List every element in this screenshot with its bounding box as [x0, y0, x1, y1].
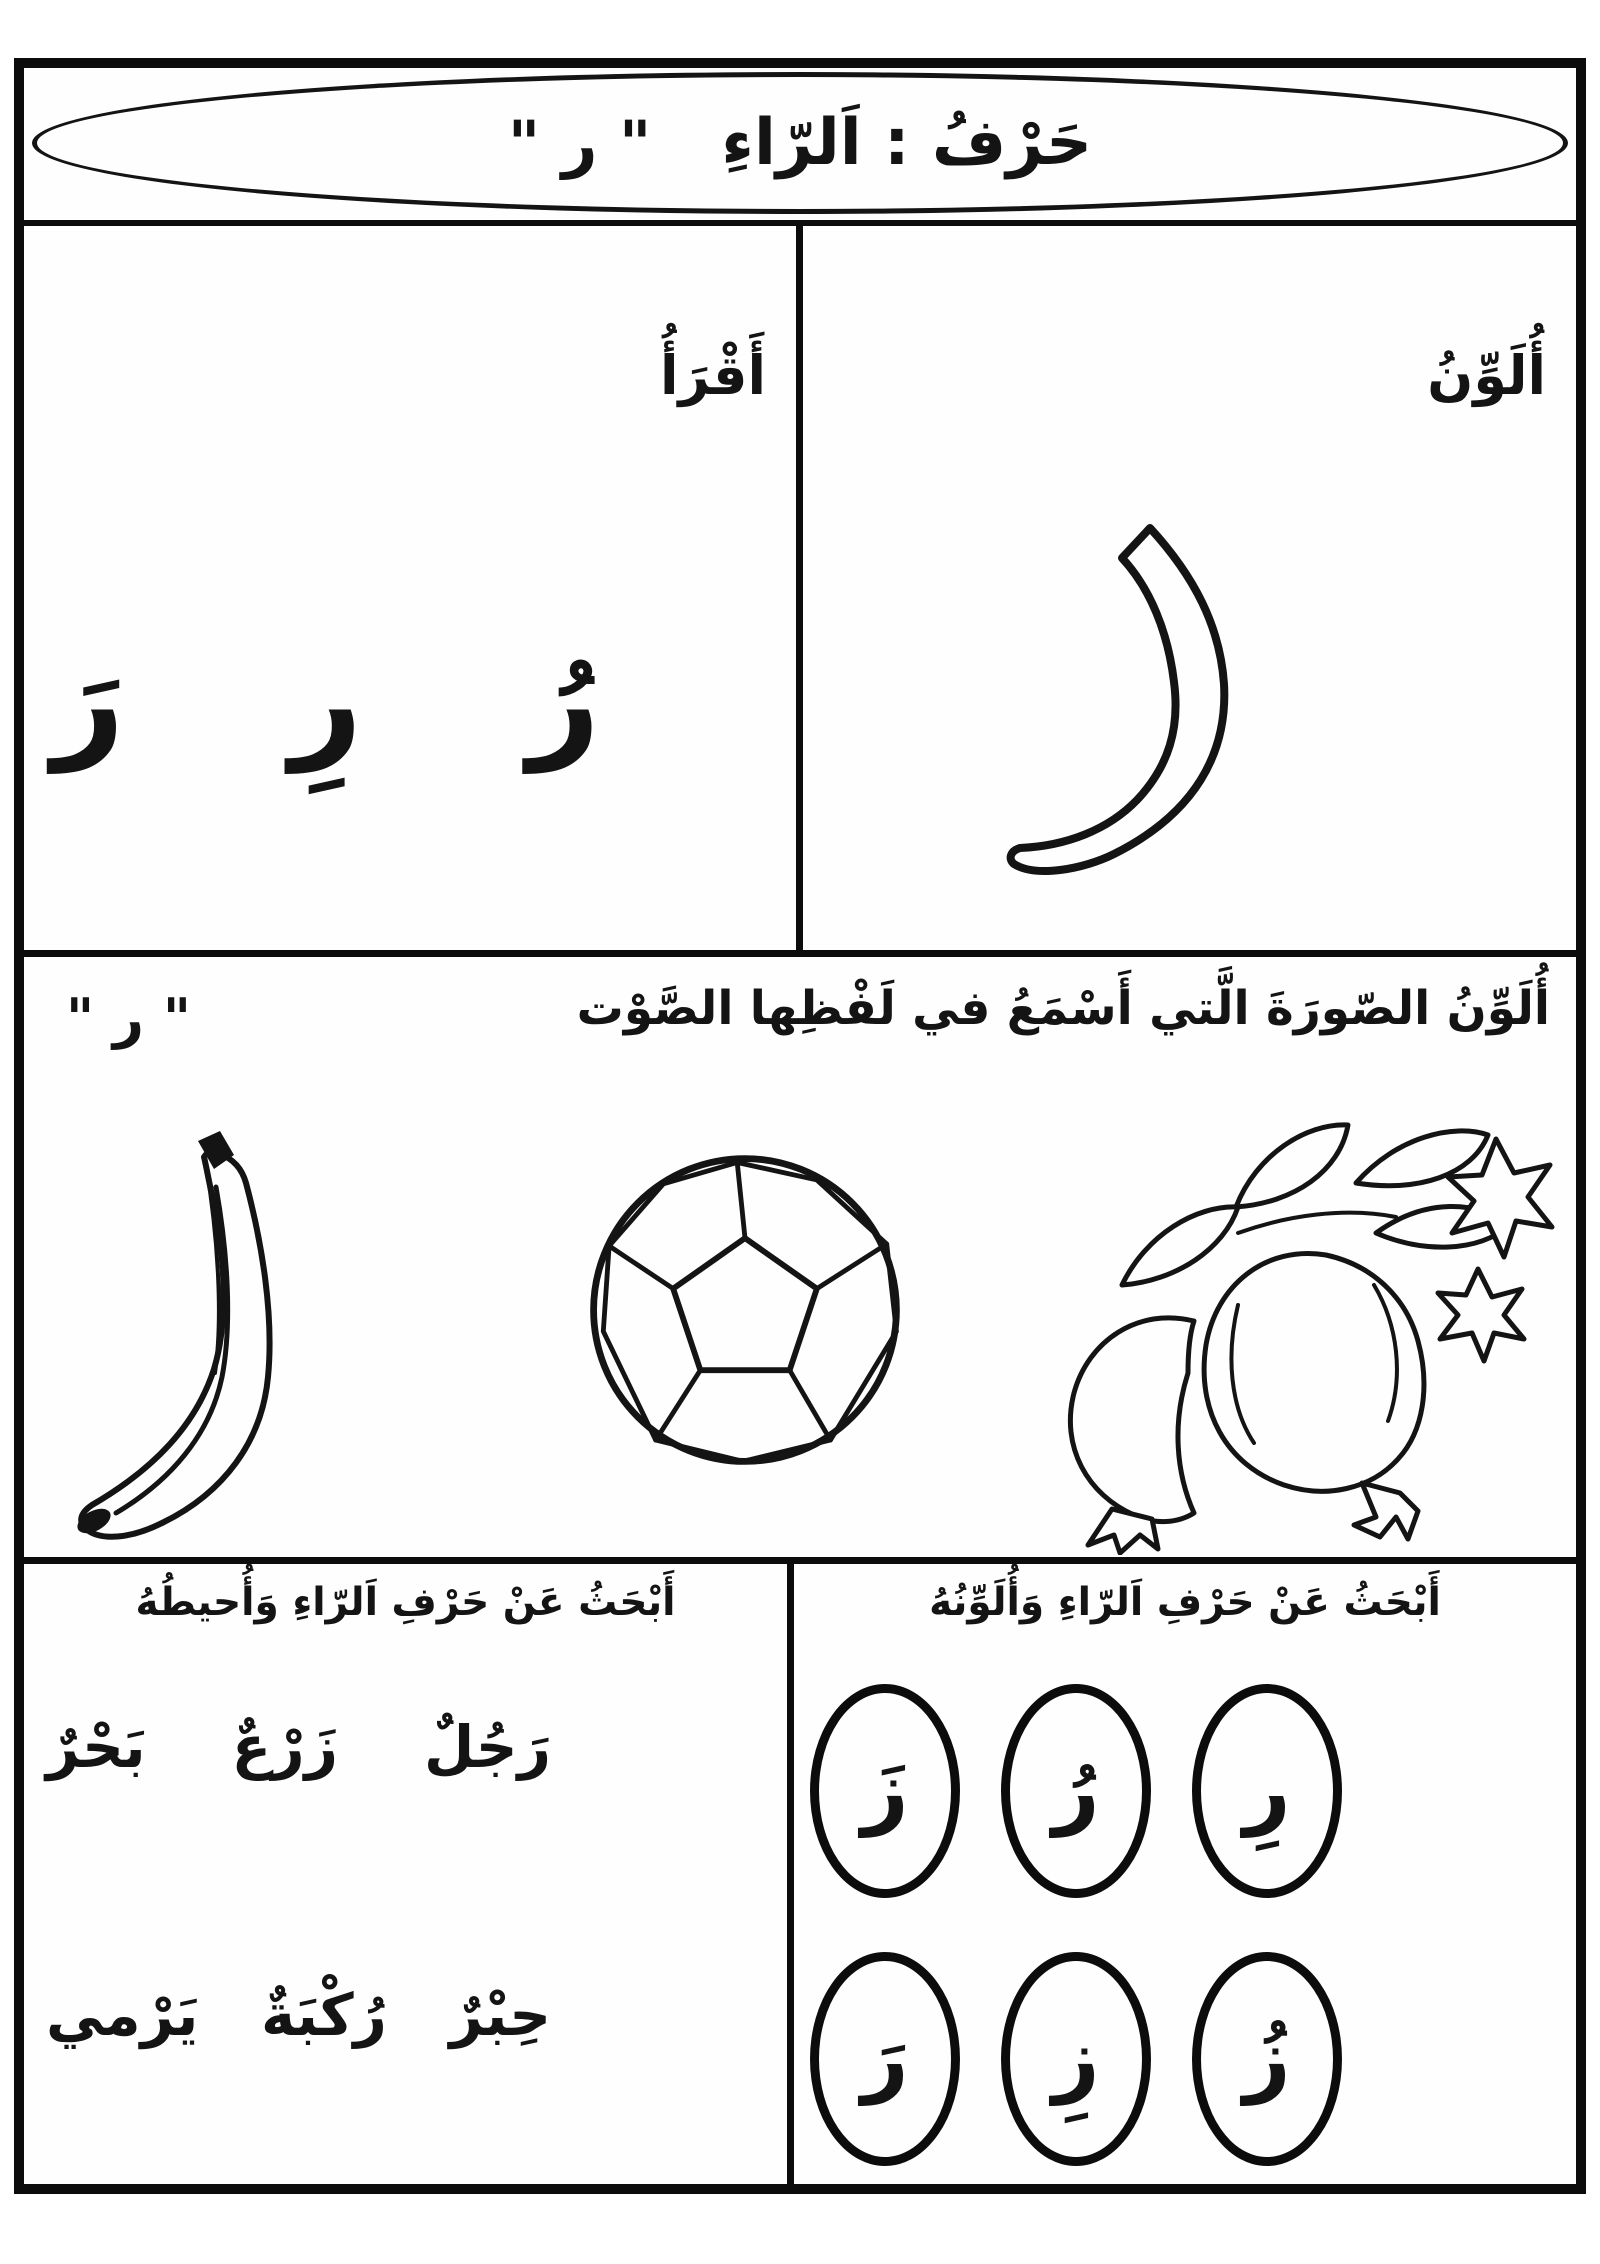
- listen-instruction: [24, 957, 1576, 1050]
- read-label: أَقْرَأُ: [660, 344, 766, 407]
- title-ellipse: [32, 72, 1568, 214]
- letter-circle-ra-fatha[interactable]: [810, 1952, 960, 2166]
- words-row-2: [46, 1972, 551, 2059]
- read-letter-kasra: رِ: [289, 626, 363, 773]
- read-box: [24, 226, 803, 950]
- letter-circle-ra-damma[interactable]: [1001, 1684, 1151, 1898]
- header-band: [24, 68, 1576, 226]
- listen-instruction-text: أُلَوِّنُ الصّورَةَ الَّتي أَسْمَعُ في لَفْظِها الصَّوْت: [576, 981, 1550, 1036]
- circle-letter: زَ: [861, 1743, 909, 1838]
- circle-letter: رَ: [861, 2011, 909, 2106]
- read-letters: [52, 618, 600, 782]
- word-zar3[interactable]: زَرْعٌ: [231, 1713, 339, 1781]
- banana-image[interactable]: [66, 1125, 346, 1555]
- color-letters-panel: [794, 1564, 1576, 2184]
- big-ra-outline-letter[interactable]: [998, 516, 1278, 876]
- word-bahr[interactable]: بَحْرٌ: [46, 1713, 146, 1781]
- bottom-row: [24, 1564, 1576, 2184]
- words-row-1: [46, 1704, 551, 1791]
- circles-row-1: [810, 1684, 1342, 1898]
- top-row: [24, 226, 1576, 950]
- word-rajul[interactable]: رَجُلٌ: [424, 1713, 551, 1781]
- page-title-letter: " ر ": [507, 106, 652, 180]
- worksheet-sheet: [14, 58, 1586, 2194]
- word-yarmi[interactable]: يَرْمي: [46, 1981, 199, 2049]
- circle-words-title: أَبْحَثُ عَنْ حَرْفِ اَلرّاءِ وَأُحيطُهُ: [135, 1580, 676, 1625]
- color-label: أُلَوِّنُ: [1427, 344, 1546, 407]
- circle-letter: رُ: [1052, 1743, 1100, 1838]
- circles-row-2: [810, 1952, 1342, 2166]
- letter-circle-za-kasra[interactable]: [1001, 1952, 1151, 2166]
- letter-circle-za-fatha[interactable]: [810, 1684, 960, 1898]
- word-rukba[interactable]: رُكْبَةٌ: [260, 1981, 387, 2049]
- circle-letter: زِ: [1052, 2011, 1100, 2106]
- listen-instruction-letter: " ر ": [66, 987, 191, 1050]
- word-hibr[interactable]: حِبْرٌ: [449, 1981, 551, 2049]
- color-letters-title: أَبْحَثُ عَنْ حَرْفِ اَلرّاءِ وَأُلَوِّنُهُ: [929, 1580, 1441, 1625]
- letter-circle-za-damma[interactable]: [1192, 1952, 1342, 2166]
- read-letter-fatha: رَ: [52, 626, 125, 773]
- page-title: حَرْفُ : اَلرّاءِ: [721, 106, 1093, 180]
- pomegranate-image[interactable]: [1026, 1075, 1566, 1555]
- circle-letter: رِ: [1243, 1743, 1291, 1838]
- circle-letter: زُ: [1243, 2011, 1291, 2106]
- read-letter-damma: رُ: [527, 626, 600, 773]
- circle-words-panel: [24, 1564, 794, 2184]
- color-box: [803, 226, 1576, 950]
- letter-circle-ra-kasra[interactable]: [1192, 1684, 1342, 1898]
- soccer-ball-image[interactable]: [580, 1145, 910, 1475]
- listen-section: [24, 950, 1576, 1564]
